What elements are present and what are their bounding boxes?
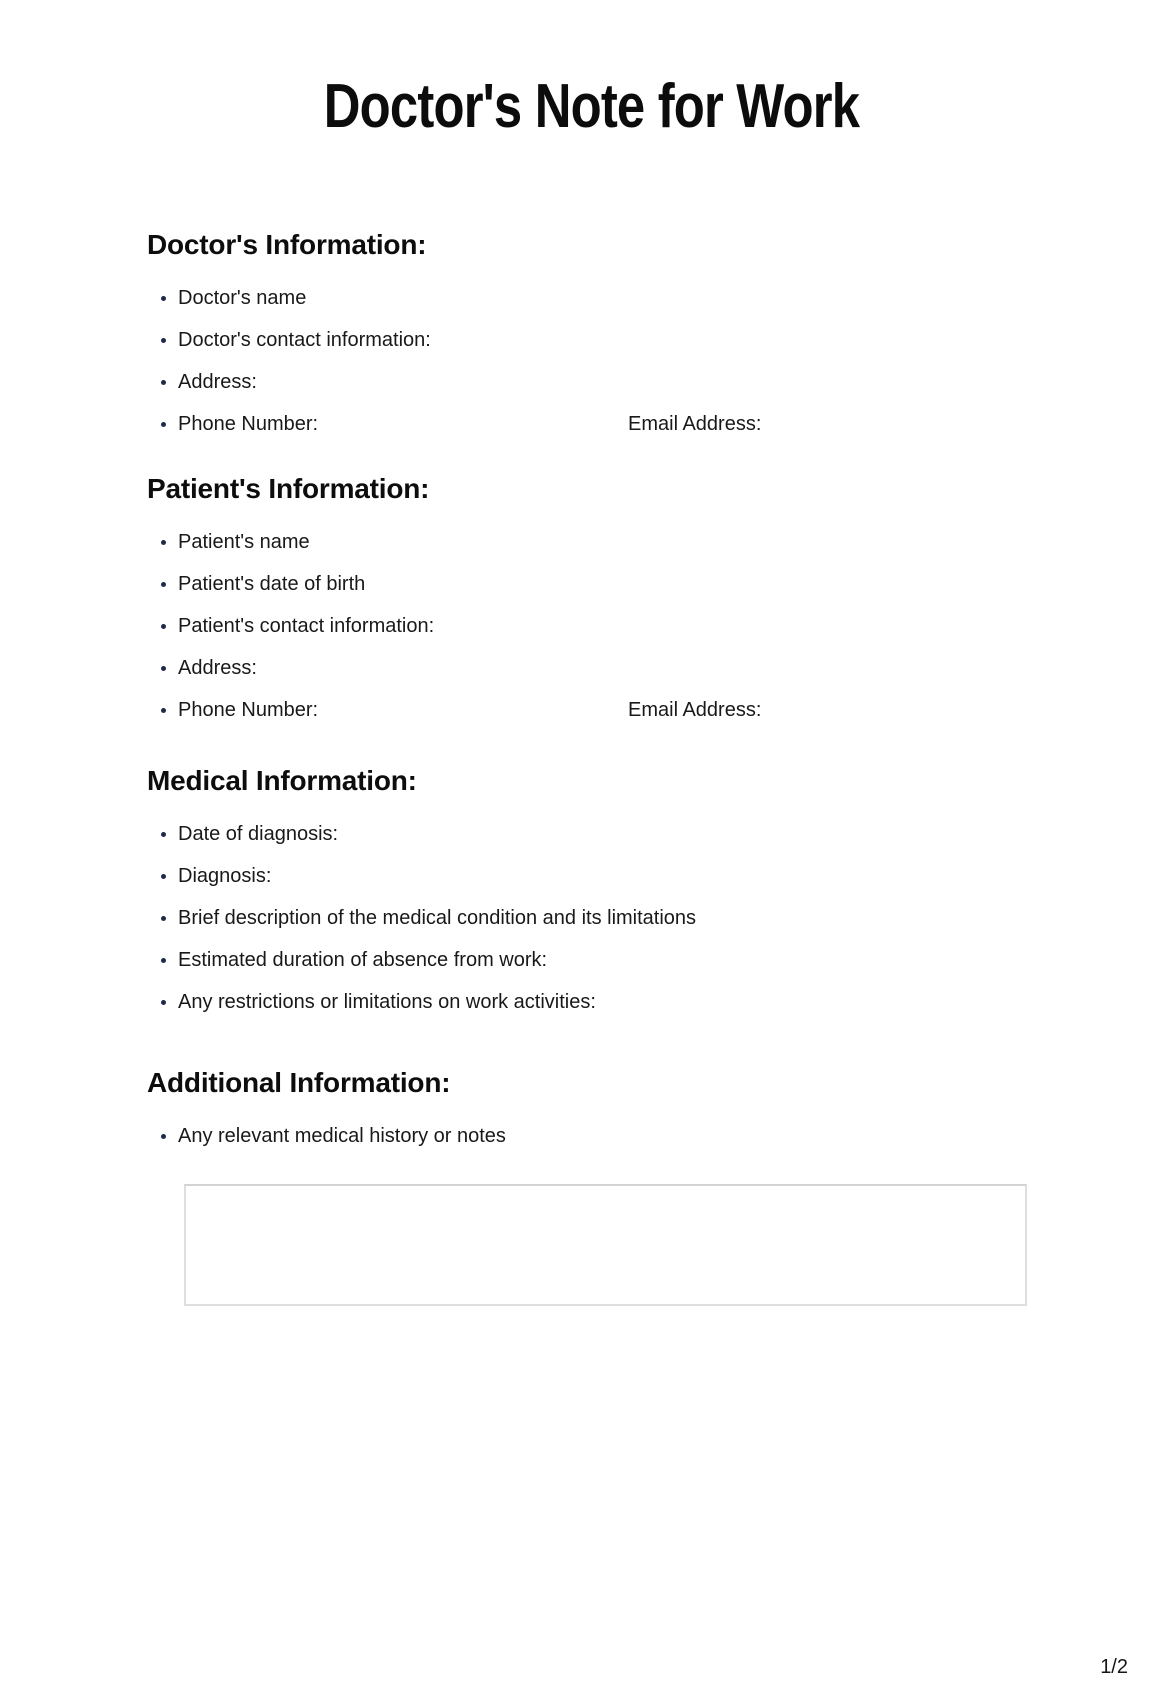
list-item <box>178 864 1036 888</box>
list-item <box>178 370 1036 394</box>
document-content <box>0 74 1176 1306</box>
email-address-label: Email Address: <box>628 413 762 435</box>
list-item <box>178 822 1036 846</box>
list-item-label: Patient's contact information: <box>178 615 435 637</box>
list-item-label: Diagnosis: <box>178 865 272 887</box>
list-item <box>178 412 1036 436</box>
list-item-label: Any relevant medical history or notes <box>178 1125 506 1147</box>
list-item-label: Doctor's name <box>178 287 307 309</box>
phone-number-label: Phone Number: <box>178 413 319 435</box>
section-heading-medical: Medical Information: <box>147 765 417 796</box>
list-item <box>178 1124 1036 1148</box>
list-item <box>178 530 1036 554</box>
list-item-label: Patient's name <box>178 531 310 553</box>
list-item-label: Date of diagnosis: <box>178 823 339 845</box>
medical-info-list <box>147 822 1036 1014</box>
list-item <box>178 906 1036 930</box>
list-item-label: Any restrictions or limitations on work activities: <box>178 991 596 1013</box>
page-title-row <box>147 74 1036 156</box>
list-item <box>178 948 1036 972</box>
list-item-label: Doctor's contact information: <box>178 329 431 351</box>
list-item <box>178 328 1036 352</box>
list-item <box>178 990 1036 1014</box>
phone-number-label: Phone Number: <box>178 699 319 721</box>
additional-info-list <box>147 1124 1036 1148</box>
page-title: Doctor's Note for Work <box>323 72 860 141</box>
list-item-label: Brief description of the medical condition and its limitations <box>178 907 697 929</box>
list-item <box>178 698 1036 722</box>
section-heading-additional: Additional Information: <box>147 1067 451 1098</box>
notes-textarea[interactable] <box>184 1184 1027 1306</box>
list-item <box>178 572 1036 596</box>
page-number: 1/2 <box>1100 1656 1128 1678</box>
list-item-label: Patient's date of birth <box>178 573 366 595</box>
document-page <box>0 74 1176 1704</box>
doctor-info-list <box>147 286 1036 436</box>
list-item-label: Address: <box>178 657 257 679</box>
list-item-label: Estimated duration of absence from work: <box>178 949 548 971</box>
list-item <box>178 286 1036 310</box>
list-item-label: Address: <box>178 371 257 393</box>
section-heading-patient: Patient's Information: <box>147 473 430 504</box>
section-heading-doctor: Doctor's Information: <box>147 229 427 260</box>
list-item <box>178 614 1036 638</box>
patient-info-list <box>147 530 1036 722</box>
email-address-label: Email Address: <box>628 699 762 721</box>
list-item <box>178 656 1036 680</box>
